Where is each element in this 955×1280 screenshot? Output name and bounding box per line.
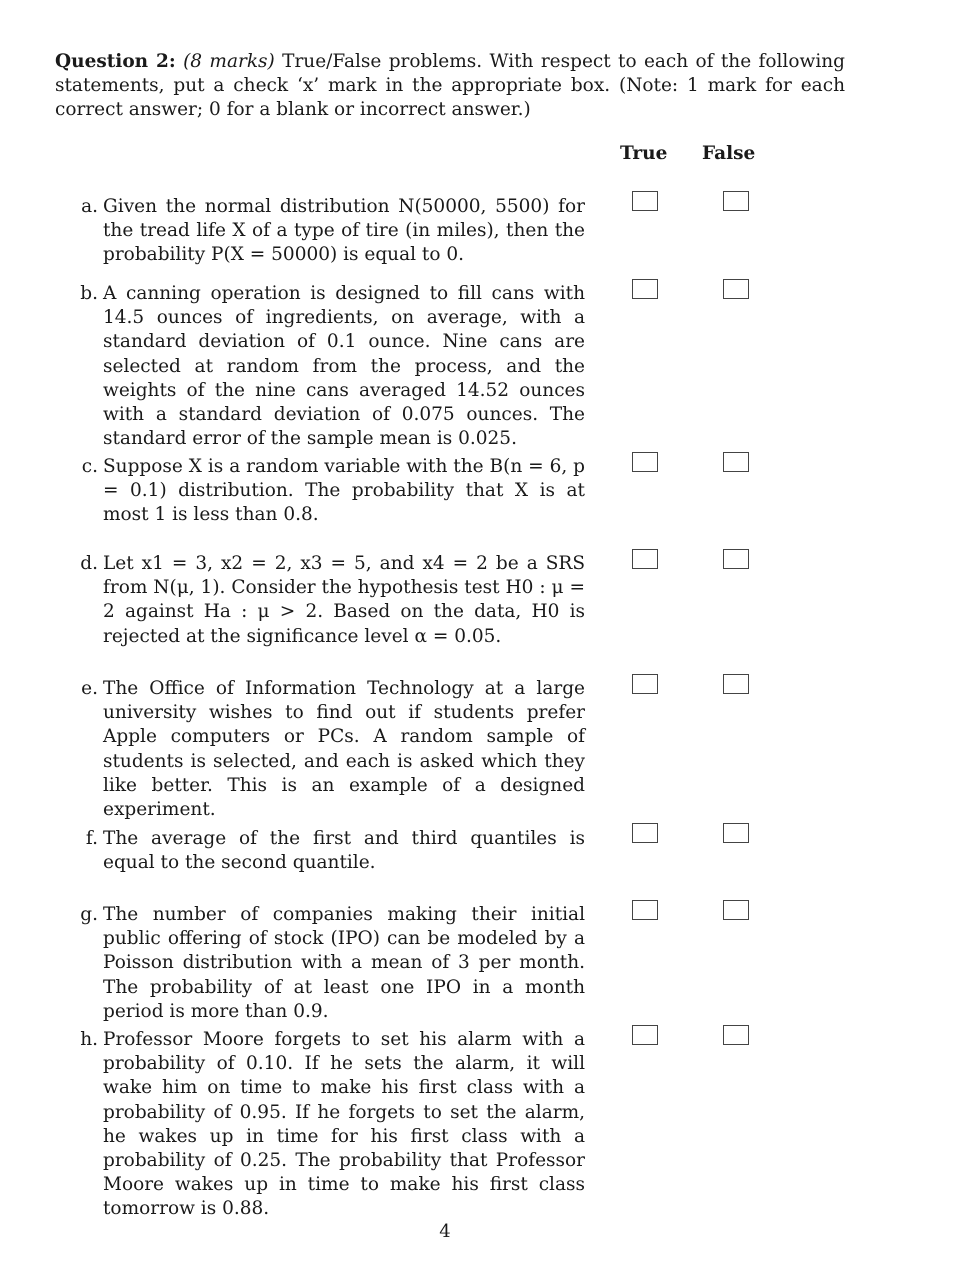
item-b-true-checkbox[interactable] <box>632 279 658 299</box>
item-text: The average of the first and third quantiles is equal to the second quantile. <box>103 828 585 874</box>
item-letter: e. <box>81 678 98 699</box>
item-e-false-checkbox[interactable] <box>723 674 749 694</box>
item-h-true-checkbox[interactable] <box>632 1025 658 1045</box>
item-d-false-checkbox[interactable] <box>723 549 749 569</box>
item-h <box>70 1028 585 1222</box>
item-text: Given the normal distribution N(50000, 5500) for the tread life X of a type of tire (in miles), then the probability P(X = 50000) is equal to 0. <box>103 196 585 266</box>
item-letter: b. <box>80 283 98 304</box>
item-text: Suppose X is a random variable with the B(n = 6, p = 0.1) distribution. The probability that X is at most 1 is less than 0.8. <box>103 456 585 526</box>
item-letter: g. <box>80 904 98 925</box>
item-g-true-checkbox[interactable] <box>632 900 658 920</box>
item-letter: h. <box>80 1029 98 1050</box>
item-c-true-checkbox[interactable] <box>632 452 658 472</box>
item-d <box>70 552 585 649</box>
item-letter: f. <box>85 828 98 849</box>
item-a-true-checkbox[interactable] <box>632 191 658 211</box>
question-marks: (8 marks) <box>183 51 275 72</box>
true-column-header: True <box>620 143 668 164</box>
item-f-false-checkbox[interactable] <box>723 823 749 843</box>
question-header <box>55 50 845 122</box>
item-letter: d. <box>80 553 98 574</box>
page-number: 4 <box>439 1221 451 1242</box>
item-e-true-checkbox[interactable] <box>632 674 658 694</box>
question-instructions: True/False problems. With respect to each of the following statements, put a check ‘x’ mark in the appropriate box. (Note: 1 mark for each correct answer; 0 for a blank or incorrect answer.) <box>55 51 845 120</box>
item-b <box>70 282 585 451</box>
item-a <box>70 195 585 268</box>
item-letter: c. <box>81 456 98 477</box>
item-letter: a. <box>81 196 98 217</box>
item-d-true-checkbox[interactable] <box>632 549 658 569</box>
question-number: Question 2: <box>55 51 176 72</box>
item-text: The number of companies making their initial public offering of stock (IPO) can be modeled by a Poisson distribution with a mean of 3 per month. The probability of at least one IPO in a month period is more than 0.9. <box>103 904 585 1022</box>
item-h-false-checkbox[interactable] <box>723 1025 749 1045</box>
item-c-false-checkbox[interactable] <box>723 452 749 472</box>
item-f-true-checkbox[interactable] <box>632 823 658 843</box>
item-c <box>70 455 585 528</box>
item-g-false-checkbox[interactable] <box>723 900 749 920</box>
item-text: The Office of Information Technology at a large university wishes to find out if students prefer Apple computers or PCs. A random sample of students is selected, and each is asked which they like better. This is an example of a designed experiment. <box>103 678 585 821</box>
item-a-false-checkbox[interactable] <box>723 191 749 211</box>
item-e <box>70 677 585 822</box>
item-g <box>70 903 585 1024</box>
item-b-false-checkbox[interactable] <box>723 279 749 299</box>
item-text: Professor Moore forgets to set his alarm with a probability of 0.10. If he sets the alarm, it will wake him on time to make his first class with a probability of 0.95. If he forgets to set the alarm, he wakes up in time for his first class with a probability of 0.25. The probability that Professor Moore wakes up in time to make his first class tomorrow is 0.88. <box>103 1029 585 1220</box>
false-column-header: False <box>702 143 756 164</box>
item-f <box>70 827 585 875</box>
item-text: A canning operation is designed to fill cans with 14.5 ounces of ingredients, on average, with a standard deviation of 0.1 ounce. Nine cans are selected at random from the process, and the weights of the nine cans averaged 14.52 ounces with a standard deviation of 0.075 ounces. The standard error of the sample mean is 0.025. <box>103 283 585 450</box>
item-text: Let x1 = 3, x2 = 2, x3 = 5, and x4 = 2 be a SRS from N(μ, 1). Consider the hypothesis test H0 : μ = 2 against Ha : μ > 2. Based on the data, H0 is rejected at the significance level α = 0.05. <box>103 553 585 647</box>
